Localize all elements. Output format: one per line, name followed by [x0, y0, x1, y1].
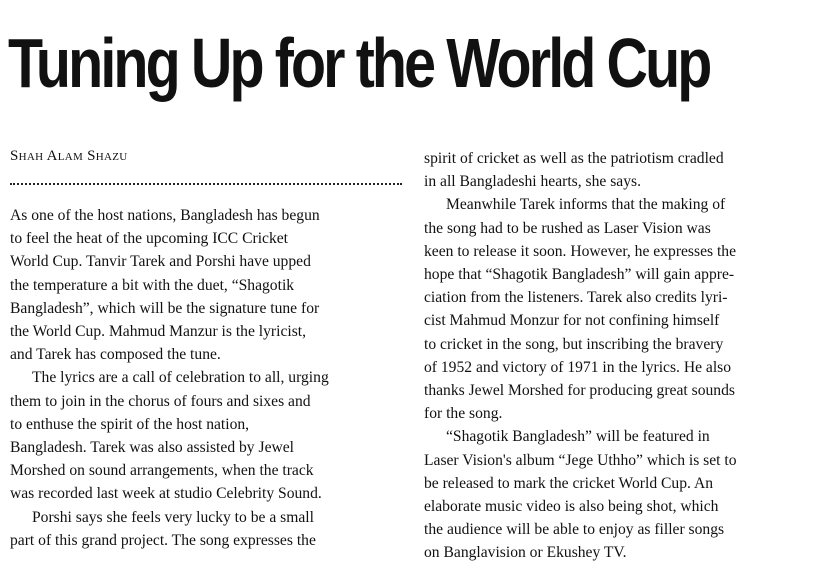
- text-line: ciation from the listeners. Tarek also credits lyri-: [424, 289, 728, 307]
- text-line: cist Mahmud Monzur for not confining himself: [424, 312, 720, 330]
- text-line: Bangladesh”, which will be the signature tune for: [10, 299, 320, 317]
- text-line: the temperature a bit with the duet, “Shagotik: [10, 276, 295, 294]
- text-line: The lyrics are a call of celebration to all, urging: [32, 369, 329, 387]
- text-line: part of this grand project. The song expresses the: [10, 531, 316, 549]
- text-line: in all Bangladeshi hearts, she says.: [424, 173, 641, 191]
- text-line: elaborate music video is also being shot, which: [424, 498, 719, 516]
- text-line: for the song.: [424, 405, 503, 423]
- text-line: of 1952 and victory of 1971 in the lyrics. He also: [424, 358, 732, 376]
- text-line: them to join in the chorus of fours and sixes and: [10, 392, 311, 410]
- text-line: Laser Vision's album “Jege Uthho” which is set to: [424, 451, 737, 469]
- text-line: Morshed on sound arrangements, when the track: [10, 462, 314, 480]
- article-column-left: [10, 204, 405, 552]
- text-line: to enthuse the spirit of the host nation,: [10, 415, 250, 433]
- text-line: to feel the heat of the upcoming ICC Cricket: [10, 230, 289, 248]
- article-column-right: [424, 147, 829, 565]
- text-line: As one of the host nations, Bangladesh has begun: [10, 207, 320, 224]
- text-line: World Cup. Tanvir Tarek and Porshi have upped: [10, 253, 311, 271]
- headline: Tuning Up for the World Cup: [8, 24, 710, 102]
- text-line: Meanwhile Tarek informs that the making of: [446, 196, 726, 214]
- text-line: on Banglavision or Ekushey TV.: [424, 544, 627, 562]
- text-line: Bangladesh. Tarek was also assisted by Jewel: [10, 439, 295, 457]
- text-line: spirit of cricket as well as the patriotism cradled: [424, 150, 724, 167]
- text-line: the audience will be able to enjoy as filler songs: [424, 521, 725, 539]
- text-line: hope that “Shagotik Bangladesh” will gain appre-: [424, 266, 735, 284]
- text-line: “Shagotik Bangladesh” will be featured in: [446, 428, 710, 446]
- text-line: to cricket in the song, but inscribing the bravery: [424, 335, 724, 353]
- text-line: the World Cup. Mahmud Manzur is the lyricist,: [10, 323, 306, 341]
- text-line: thanks Jewel Morshed for producing great sounds: [424, 382, 735, 400]
- text-line: Porshi says she feels very lucky to be a small: [32, 508, 314, 526]
- text-line: was recorded last week at studio Celebrity Sound.: [10, 485, 322, 503]
- text-line: and Tarek has composed the tune.: [10, 346, 221, 364]
- byline: Shah Alam Shazu: [10, 148, 128, 164]
- text-line: keen to release it soon. However, he expresses the: [424, 242, 737, 260]
- dotted-divider: [10, 183, 402, 185]
- text-line: be released to mark the cricket World Cup. An: [424, 474, 714, 492]
- text-line: the song had to be rushed as Laser Vision was: [424, 219, 711, 237]
